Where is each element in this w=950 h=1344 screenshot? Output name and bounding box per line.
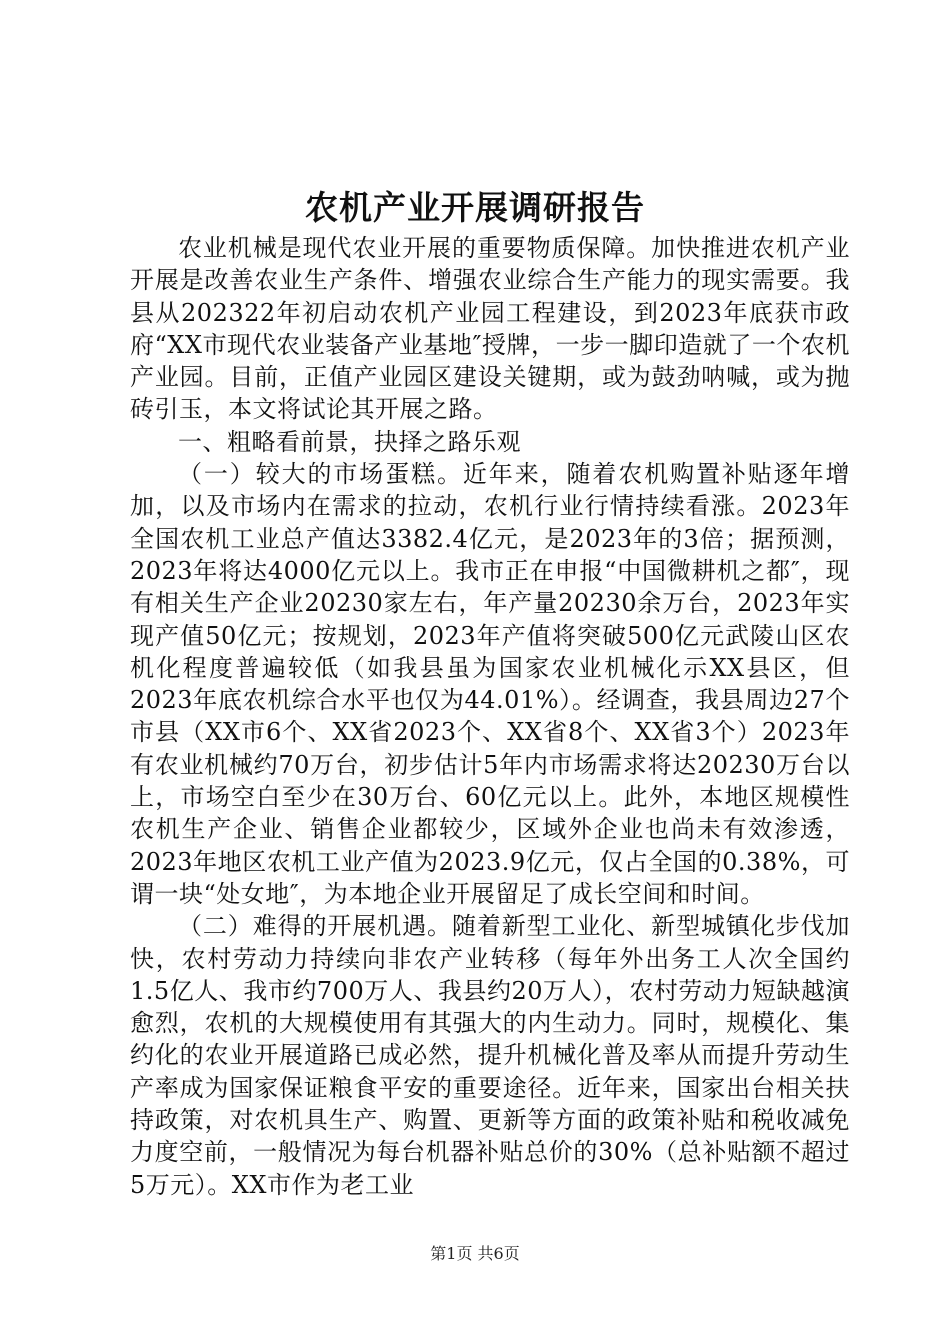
- subsection-opportunity-paragraph: （二）难得的开展机遇。随着新型工业化、新型城镇化步伐加快，农村劳动力持续向非农产业转移（每年外出务工人次全国约1.5亿人、我市约700万人、我县约20万人），农村劳动力短缺越演愈烈，农机的大规模使用有其强大的内生动力。同时，规模化、集约化的农业开展道路已成必然，提升机械化普及率从而提升劳动生产率成为国家保证粮食平安的重要途径。近年来，国家出台相关扶持政策，对农机具生产、购置、更新等方面的政策补贴和税收减免力度空前，一般情况为每台机器补贴总价的30%（总补贴额不超过5万元）。XX市作为老工业: [130, 912, 850, 1199]
- document-body: [130, 232, 850, 1201]
- section-heading-1: 一、粗略看前景，抉择之路乐观: [178, 427, 521, 456]
- intro-paragraph: 农业机械是现代农业开展的重要物质保障。加快推进农机产业开展是改善农业生产条件、增强农业综合生产能力的现实需要。我县从202322年初启动农机产业园工程建设，到2023年底获市政府“XX市现代农业装备产业基地″授牌，一步一脚印造就了一个农机产业园。目前，正值产业园区建设关键期，或为鼓劲呐喊，或为抛砖引玉，本文将试论其开展之路。: [130, 234, 850, 424]
- subsection-market-paragraph: （一）较大的市场蛋糕。近年来，随着农机购置补贴逐年增加，以及市场内在需求的拉动，农机行业行情持续看涨。2023年全国农机工业总产值达3382.4亿元，是2023年的3倍；据预测，2023年将达4000亿元以上。我市正在申报“中国微耕机之都″，现有相关生产企业20230家左右，年产量20230余万台，2023年实现产值50亿元；按规划，2023年产值将突破500亿元武陵山区农机化程度普遍较低（如我县虽为国家农业机械化示XX县区，但2023年底农机综合水平也仅为44.01%）。经调查，我县周边27个市县（XX市6个、XX省2023个、XX省8个、XX省3个）2023年有农业机械约70万台，初步估计5年内市场需求将达20230万台以上，市场空白至少在30万台、60亿元以上。此外，本地区规模性农机生产企业、销售企业都较少，区域外企业也尚未有效渗透，2023年地区农机工业产值为2023.9亿元，仅占全国的0.38%，可谓一块“处女地″，为本地企业开展留足了成长空间和时间。: [130, 460, 850, 908]
- document-title: 农机产业开展调研报告: [305, 188, 645, 227]
- page-footer: 第1页 共6页: [430, 1244, 520, 1263]
